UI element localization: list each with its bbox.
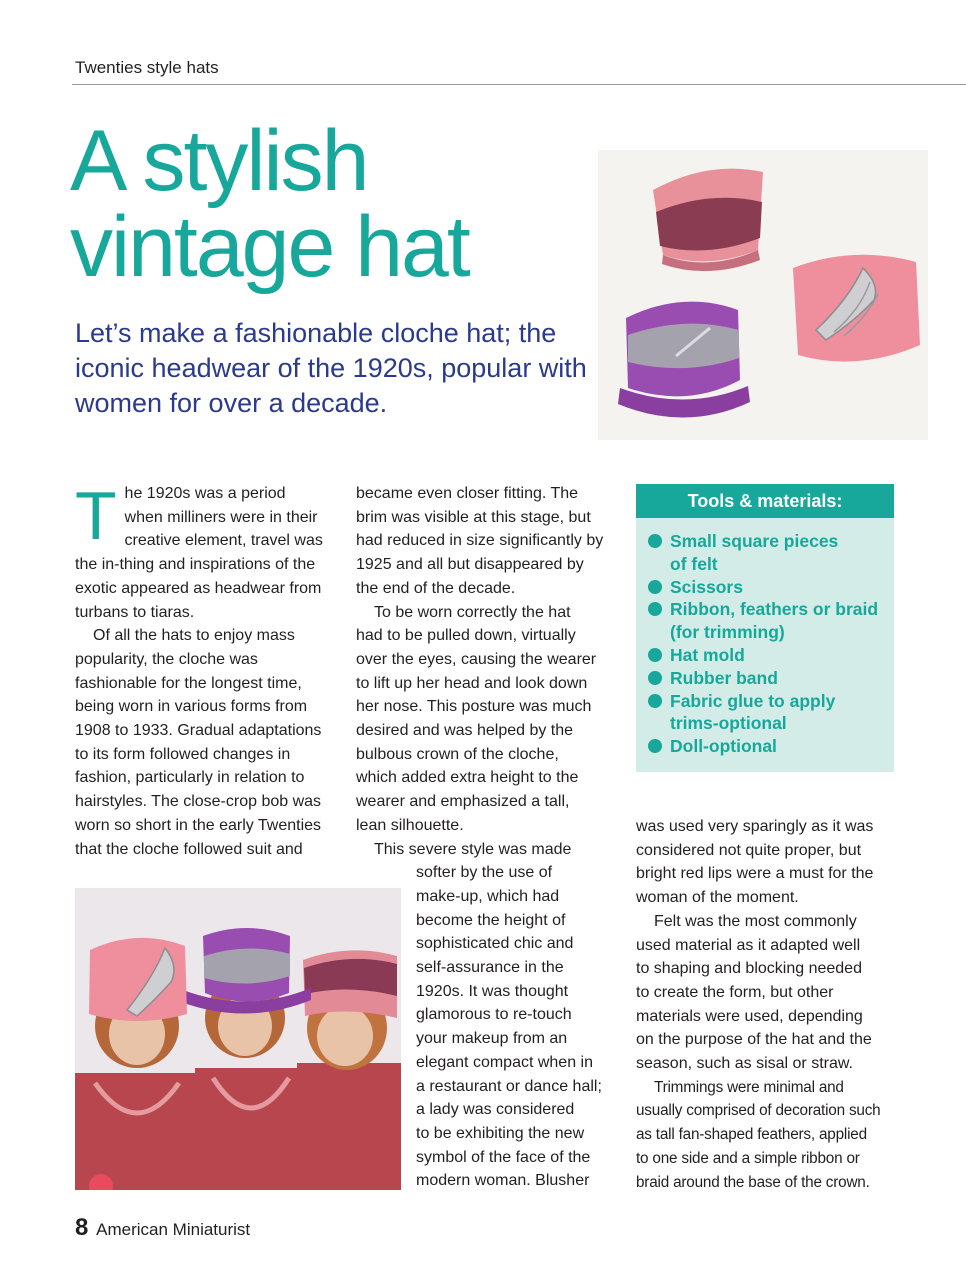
intro-text: Let’s make a fashionable cloche hat; the iconic headwear of the 1920s, popular with women for over a decade. — [75, 318, 587, 418]
paragraph-8: Trimmings were minimal and usually comprised of decoration such as tall fan-shaped feathers, applied to one side and a simple ribbon or braid around the base of the crown. — [636, 1078, 881, 1191]
page-title — [70, 113, 469, 295]
paragraph-7: Felt was the most commonly used material as it adapted well to shaping and blocking needed to create the form, but other materials were used, depending on the purpose of the hat and the season, such as sisal or straw. — [636, 912, 872, 1073]
bullet-icon — [648, 580, 662, 594]
hats-photo — [598, 150, 928, 440]
body-column-2 — [356, 482, 618, 1193]
paragraph-5-wrap: softer by the use of make-up, which had become the height of sophisticated chic and self-assurance in the 1920s. It was thought glamorous to re-touch your makeup from an elegant compact when in a restaurant or dance hall; a lady was considered to be exhibiting the new symbol of the face of the modern woman. Blusher — [416, 864, 602, 1190]
tools-heading: Tools & materials: — [636, 484, 894, 518]
title-line-1: A stylish — [70, 113, 368, 209]
tools-item: Ribbon, feathers or braid (for trimming) — [646, 598, 894, 644]
paragraph-3: became even closer fitting. The brim was visible at this stage, but had reduced in size significantly by 1925 and all but disappeared by the end of the decade. — [356, 485, 604, 597]
page-number: 8 — [75, 1214, 89, 1241]
bullet-icon — [648, 739, 662, 753]
page-footer — [75, 1214, 250, 1244]
bullet-icon — [648, 648, 662, 662]
bullet-icon — [648, 671, 662, 685]
header-rule — [72, 84, 966, 85]
tools-item: Scissors — [646, 576, 894, 599]
tools-item: Small square pieces of felt — [646, 530, 894, 576]
bullet-icon — [648, 602, 662, 616]
tools-list — [636, 518, 894, 758]
paragraph-6: was used very sparingly as it was considered not quite proper, but bright red lips were a must for the woman of the moment. — [636, 818, 874, 907]
paragraph-4: To be worn correctly the hat had to be pulled down, virtually over the eyes, causing the wearer to lift up her head and look down her nose. This posture was much desired and was helped by the bulbous crown of the cloche, which added extra height to the wearer and emphasized a tall, lean silhouette. — [356, 603, 597, 834]
tools-item: Hat mold — [646, 644, 894, 667]
magazine-name: American Miniaturist — [96, 1220, 251, 1239]
bullet-icon — [648, 694, 662, 708]
body-column-1 — [75, 478, 337, 861]
tools-item: Fabric glue to apply trims-optional — [646, 690, 894, 736]
dolls-photo — [75, 888, 401, 1190]
title-line-2: vintage hat — [70, 199, 469, 295]
paragraph-1: T he 1920s was a period when milliners were in their creative element, travel was the in-thing and inspirations of the exotic appeared as headwear from turbans to tiaras. — [75, 478, 323, 621]
paragraph-2: Of all the hats to enjoy mass popularity, the cloche was fashionable for the longest time, being worn in various forms from 1908 to 1933. Gradual adaptations to its form followed changes in fashion, particularly in relation to hairstyles. The close-crop bob was worn so short in the early Twenties that the cloche followed suit and — [75, 627, 322, 858]
tools-item: Rubber band — [646, 667, 894, 690]
body-column-3 — [636, 815, 898, 1194]
drop-cap: T — [75, 478, 117, 554]
section-label: Twenties style hats — [75, 58, 219, 77]
bullet-icon — [648, 534, 662, 548]
paragraph-5: This severe style was made — [374, 840, 572, 858]
tools-materials-box — [636, 484, 894, 772]
tools-item: Doll-optional — [646, 735, 894, 758]
